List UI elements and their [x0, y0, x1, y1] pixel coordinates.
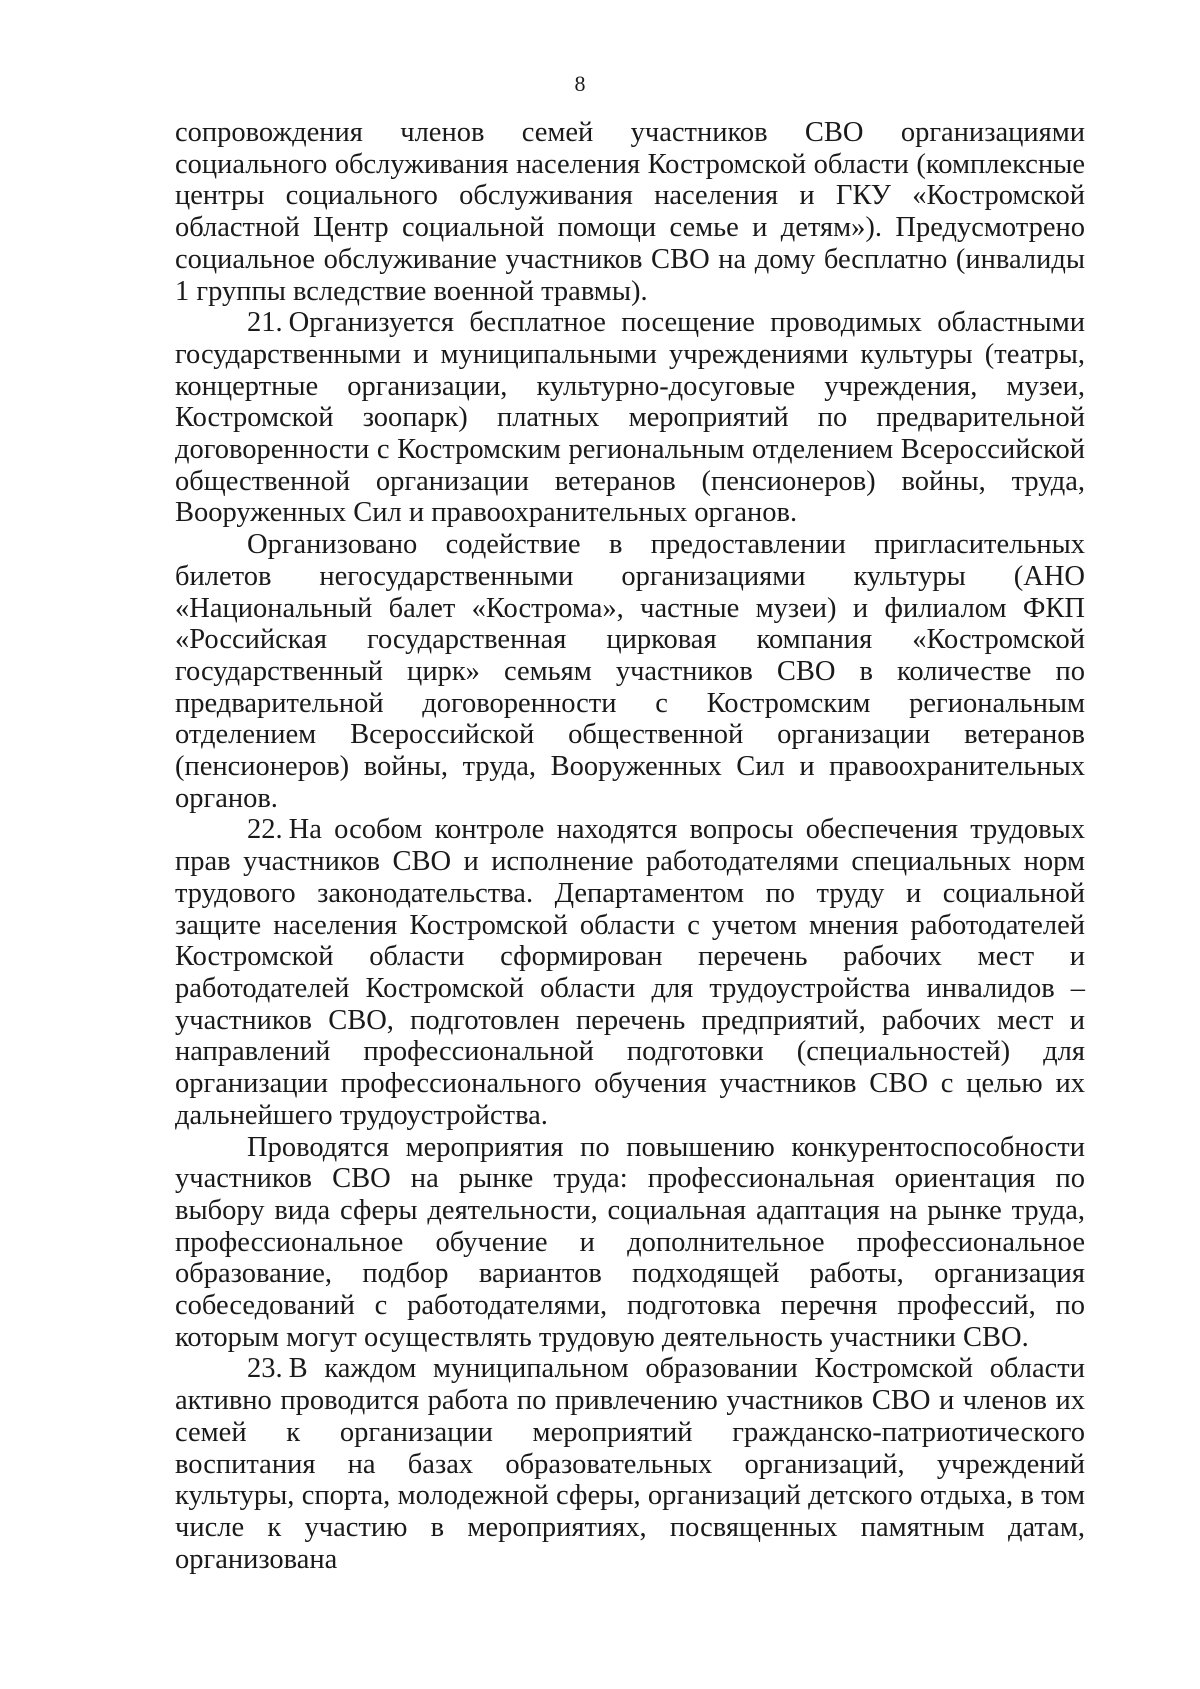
paragraph-text: сопровождения членов семей участников СВО организациями социального обслуживания населения Костромской области (комплексные центры социального обслуживания населения и ГКУ «Костромской областной Центр социальной помощи семье и детям»). Предусмотрено социальное обслуживание участников СВО на дому бесплатно (инвалиды 1 группы вследствие военной травмы). [175, 117, 1085, 307]
paragraph-competitiveness [175, 1132, 1085, 1354]
paragraph-text: Организовано содействие в предоставлении пригласительных билетов негосударственными организациями культуры (АНО «Национальный балет «Кострома», частные музеи) и филиалом ФКП «Российская государственная цирковая компания «Костромской государственный цирк» семьям участников СВО в количестве по предварительной договоренности с Костромским региональным отделением Всероссийской общественной организации ветеранов (пенсионеров) войны, труда, Вооруженных Сил и правоохранительных органов. [175, 529, 1085, 814]
paragraph-item-23 [175, 1353, 1085, 1575]
paragraph-text: В каждом муниципальном образовании Костромской области активно проводится работа по привлечению участников СВО и членов их семей к организации мероприятий гражданско-патриотического воспитания на базах образовательных организаций, учреждений культуры, спорта, молодежной сферы, организаций детского отдыха, в том числе к участию в мероприятиях, посвященных памятным датам, организована [175, 1353, 1085, 1575]
paragraph-text: Организуется бесплатное посещение проводимых областными государственными и муниципальными учреждениями культуры (театры, концертные организации, культурно-досуговые учреждения, музеи, Костромской зоопарк) платных мероприятий по предварительной договоренности с Костромским региональным отделением Всероссийской общественной организации ветеранов (пенсионеров) войны, труда, Вооруженных Сил и правоохранительных органов. [175, 307, 1085, 529]
paragraph-invitation-tickets [175, 529, 1085, 814]
paragraph-number: 22. [247, 814, 283, 846]
paragraph-item-22 [175, 814, 1085, 1131]
paragraph-text: Проводятся мероприятия по повышению конкурентоспособности участников СВО на рынке труда: профессиональная ориентация по выбору вида сферы деятельности, социальная адаптация на рынке труда, профессиональное обучение и дополнительное профессиональное образование, подбор вариантов подходящей работы, организация собеседований с работодателями, подготовка перечня профессий, по которым могут осуществлять трудовую деятельность участники СВО. [175, 1131, 1085, 1353]
paragraph-item-21 [175, 307, 1085, 529]
document-body [175, 117, 1085, 1575]
paragraph-number: 23. [247, 1353, 283, 1385]
paragraph-number: 21. [247, 307, 283, 339]
page-number: 8 [574, 71, 586, 96]
paragraph-text: На особом контроле находятся вопросы обеспечения трудовых прав участников СВО и исполнение работодателями специальных норм трудового законодательства. Департаментом по труду и социальной защите населения Костромской области с учетом мнения работодателей Костромской области сформирован перечень рабочих мест и работодателей Костромской области для трудоустройства инвалидов – участников СВО, подготовлен перечень предприятий, рабочих мест и направлений профессиональной подготовки (специальностей) для организации профессионального обучения участников СВО с целью их дальнейшего трудоустройства. [175, 814, 1085, 1131]
paragraph-continuation [175, 117, 1085, 307]
